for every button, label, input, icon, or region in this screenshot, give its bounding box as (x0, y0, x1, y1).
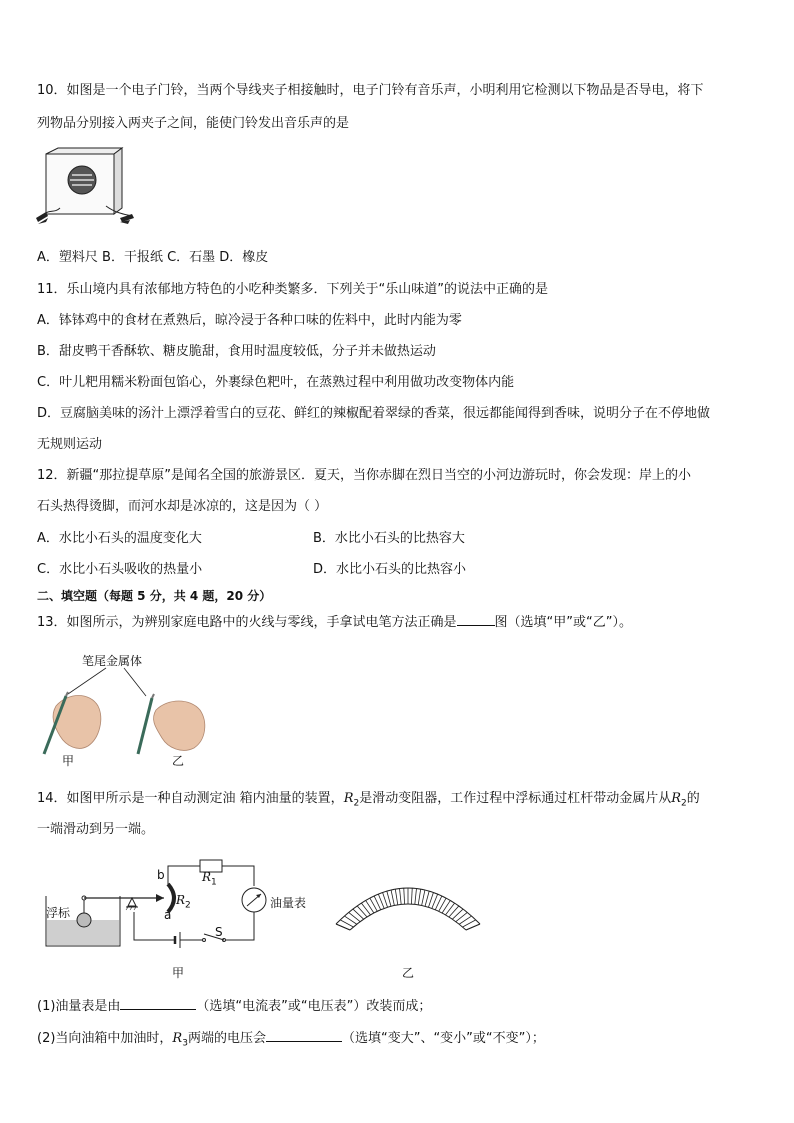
scale-hatch-line (446, 903, 455, 915)
q10-stem-line1: 10．如图是一个电子门铃，当两个导线夹子相接触时，电子门铃有音乐声，小明利用它检测以下物品是否导电，将下 (37, 83, 704, 98)
r3-symbol: R (172, 1031, 183, 1046)
q11-option-c: C．叶儿粑用糯米粉面包馅心，外裹绿色粑叶，在蒸熟过程中利用做功改变物体内能 (37, 375, 515, 390)
r2-subscript: 2 (353, 798, 360, 809)
q14-sub2-post: 两端的电压会 (187, 1031, 266, 1046)
scale-hatch-line (449, 906, 459, 917)
q13-fig-label-pen-tail: 笔尾金属体 (82, 654, 143, 668)
fig-label-r1 (202, 870, 217, 887)
test-pen-figure (38, 666, 210, 758)
scale-hatch-line (391, 890, 394, 905)
q14-fig-caption-jia: 甲 (172, 966, 185, 980)
r2-symbol: R (343, 791, 354, 806)
q11-option-b: B．甜皮鸭干香酥软、糖皮脆甜，食用时温度较低，分子并未做热运动 (37, 344, 436, 359)
q14-stem-mid: 是滑动变阻器，工作过程中浮标通过杠杆带动金属片从 (359, 791, 672, 806)
q13-fig-label-yi: 乙 (172, 754, 185, 768)
fig-r2-sub: 2 (185, 900, 191, 911)
q14-sub2-tail: （选填“变大”、“变小”或“不变”）； (341, 1031, 545, 1046)
scale-hatch-line (387, 891, 391, 906)
fig-r2-symbol: R (176, 893, 186, 907)
scale-hatch-line (466, 924, 480, 930)
q11-stem: 11．乐山境内具有浓郁地方特色的小吃种类繁多．下列关于“乐山味道”的说法中正确的是 (37, 282, 549, 297)
q14-sub2-pre: (2)当向油箱中加油时， (37, 1031, 173, 1046)
q14-stem-post: 的 (686, 791, 700, 806)
fig-label-a: a (164, 908, 172, 922)
fig-r1-symbol: R (202, 870, 212, 884)
section-heading: 二、填空题（每题 5 分，共 4 题，20 分） (37, 589, 272, 603)
q12-stem-line2: 石头热得烫脚，而河水却是冰凉的，这是因为（ ） (37, 499, 328, 514)
fig-label-switch: S (215, 925, 223, 939)
q12-option-b: B．水比小石头的比热容大 (313, 531, 465, 546)
q13-stem-pre: 13．如图所示，为辨别家庭电路中的火线与零线，手拿试电笔方法正确是 (37, 615, 457, 630)
scale-hatch-line (418, 889, 420, 905)
doorbell-figure (36, 146, 136, 232)
q14-sub1 (37, 996, 431, 1016)
q13-answer-blank[interactable] (457, 612, 495, 626)
r2-subscript-2: 2 (681, 798, 687, 809)
q12-option-a: A．水比小石头的温度变化大 (37, 531, 202, 546)
scale-hatch-line (422, 890, 425, 905)
q10-stem-line2: 列物品分别接入两夹子之间，能使门铃发出音乐声的是 (37, 116, 350, 131)
scale-hatch-line (353, 909, 364, 919)
r2-symbol-2: R (671, 791, 682, 806)
q12-stem-line1: 12．新疆“那拉提草原”是闻名全国的旅游景区．夏天，当你赤脚在烈日当空的小河边游玩时，你会发现：岸上的小 (37, 468, 692, 483)
fig-label-oil-meter: 油量表 (270, 896, 307, 910)
q13-fig-label-jia: 甲 (62, 754, 75, 768)
q11-option-a: A．钵钵鸡中的食材在煮熟后，晾冷浸于各种口味的佐料中，此时内能为零 (37, 313, 462, 328)
oil-meter-scale-figure (332, 866, 484, 932)
scale-hatch-line (400, 888, 402, 904)
scale-hatch-line (361, 903, 370, 915)
q13-stem-post: 图（选填“甲”或“乙”）。 (494, 615, 632, 630)
scale-hatch-line (383, 892, 388, 907)
q14-sub1-pre: (1)油量表是由 (37, 999, 121, 1014)
fig-label-float: 浮标 (46, 906, 71, 920)
q11-option-d-line1: D．豆腐脑美味的汤汁上漂浮着雪白的豆花、鲜红的辣椒配着翠绿的香菜，很远都能闻得到香味，说明分子在不停地做 (37, 406, 711, 421)
q13-stem (37, 612, 632, 632)
q14-sub1-blank[interactable] (120, 996, 196, 1010)
scale-hatch-line (357, 906, 367, 917)
q14-stem-pre: 14．如图甲所示是一种自动测定油 箱内油量的装置， (37, 791, 344, 806)
fig-r1-sub: 1 (211, 877, 217, 888)
scale-hatch-line (425, 891, 429, 906)
q14-sub2-blank[interactable] (266, 1028, 342, 1042)
q14-sub1-post: （选填“电流表”或“电压表”）改装而成； (196, 999, 432, 1014)
scale-hatch-line (404, 888, 405, 904)
q14-fig-caption-yi: 乙 (402, 966, 415, 980)
q12-option-c: C．水比小石头吸收的热量小 (37, 562, 203, 577)
q10-options: A．塑料尺 B．干报纸 C．石墨 D．橡皮 (37, 250, 269, 265)
r3-subscript: 3 (182, 1038, 188, 1049)
q11-option-d-line2: 无规则运动 (37, 437, 103, 452)
scale-hatch-line (411, 888, 412, 904)
q14-stem-line1 (37, 790, 700, 813)
q14-stem-line2: 一端滑动到另一端。 (37, 822, 155, 837)
scale-hatch-line (452, 909, 463, 919)
scale-hatch-line (428, 892, 433, 907)
q12-option-d: D．水比小石头的比热容小 (313, 562, 467, 577)
fig-label-b: b (157, 868, 165, 882)
fig-label-r2 (176, 893, 191, 910)
scale-hatch-line (395, 889, 397, 905)
scale-hatch-line (336, 924, 350, 930)
scale-hatch-line (415, 888, 417, 904)
q14-sub2 (37, 1028, 545, 1053)
